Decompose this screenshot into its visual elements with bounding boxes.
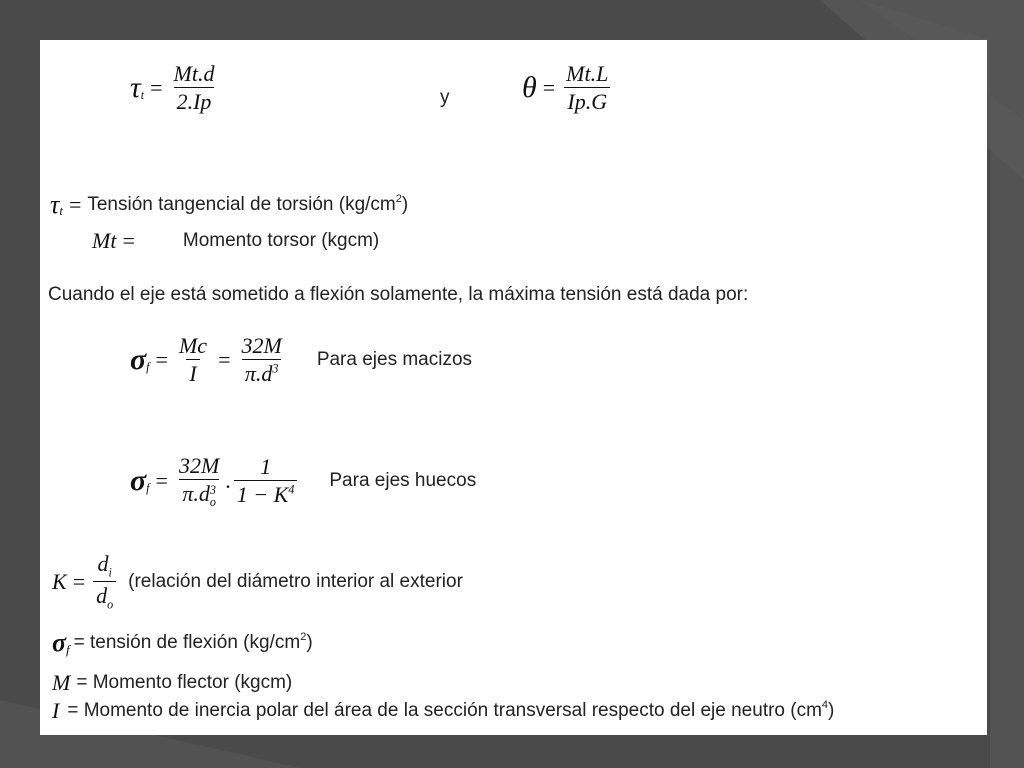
formula-torsion: τ $_t$ = $\frac{Mt.d}{2.Ip}$: [130, 62, 220, 114]
angle-fraction: $\frac{Mt.L}{Ip.G}$: [566, 61, 609, 115]
definition-mt: Mt = Momento torsor (kgcm): [92, 228, 380, 253]
solid-shaft-label: Para ejes macizos: [316, 349, 473, 371]
tau-symbol: τ: [130, 71, 141, 105]
definition-tau: τ $_t$ = Tensión tangencial de torsión (kg/cm $^2$ ): [50, 190, 409, 219]
hollow-shaft-label: Para ejes huecos: [329, 470, 477, 492]
conjunction-text: y: [440, 87, 450, 108]
torsion-fraction: $\frac{Mt.d}{2.Ip}$: [173, 61, 215, 115]
formula-solid-shaft: σ $_f$ = $\frac{Mc}{I}$ = $\frac{32M}{\pi.d^3}$ Para ejes macizos: [130, 333, 473, 387]
flexion-sentence: Cuando el eje está sometido a flexión solamente, la máxima tensión está dada por:: [48, 284, 749, 305]
definition-k: K = $\frac{d_i}{d_o}$ (relación del diámetro interior al exterior: [52, 551, 463, 612]
formula-hollow-shaft: σ $_f$ = 32M π.d 3 o . $\frac{1}{1 - K^4}$ Para ejes huecos: [130, 453, 477, 510]
definition-sigma: σ $_f$ = tensión de flexión (kg/cm $^2$ ): [52, 628, 313, 657]
theta-symbol: θ: [522, 71, 537, 105]
definition-i: I = Momento de inercia polar del área de la sección transversal respecto del eje neutro (cm $^4$ ): [52, 698, 835, 723]
formula-angle: θ = $\frac{Mt.L}{Ip.G}$: [522, 62, 613, 114]
definition-m: M = Momento flector (kgcm): [52, 670, 293, 695]
slide-content: [40, 40, 987, 735]
sigma-symbol: σ: [130, 343, 147, 377]
